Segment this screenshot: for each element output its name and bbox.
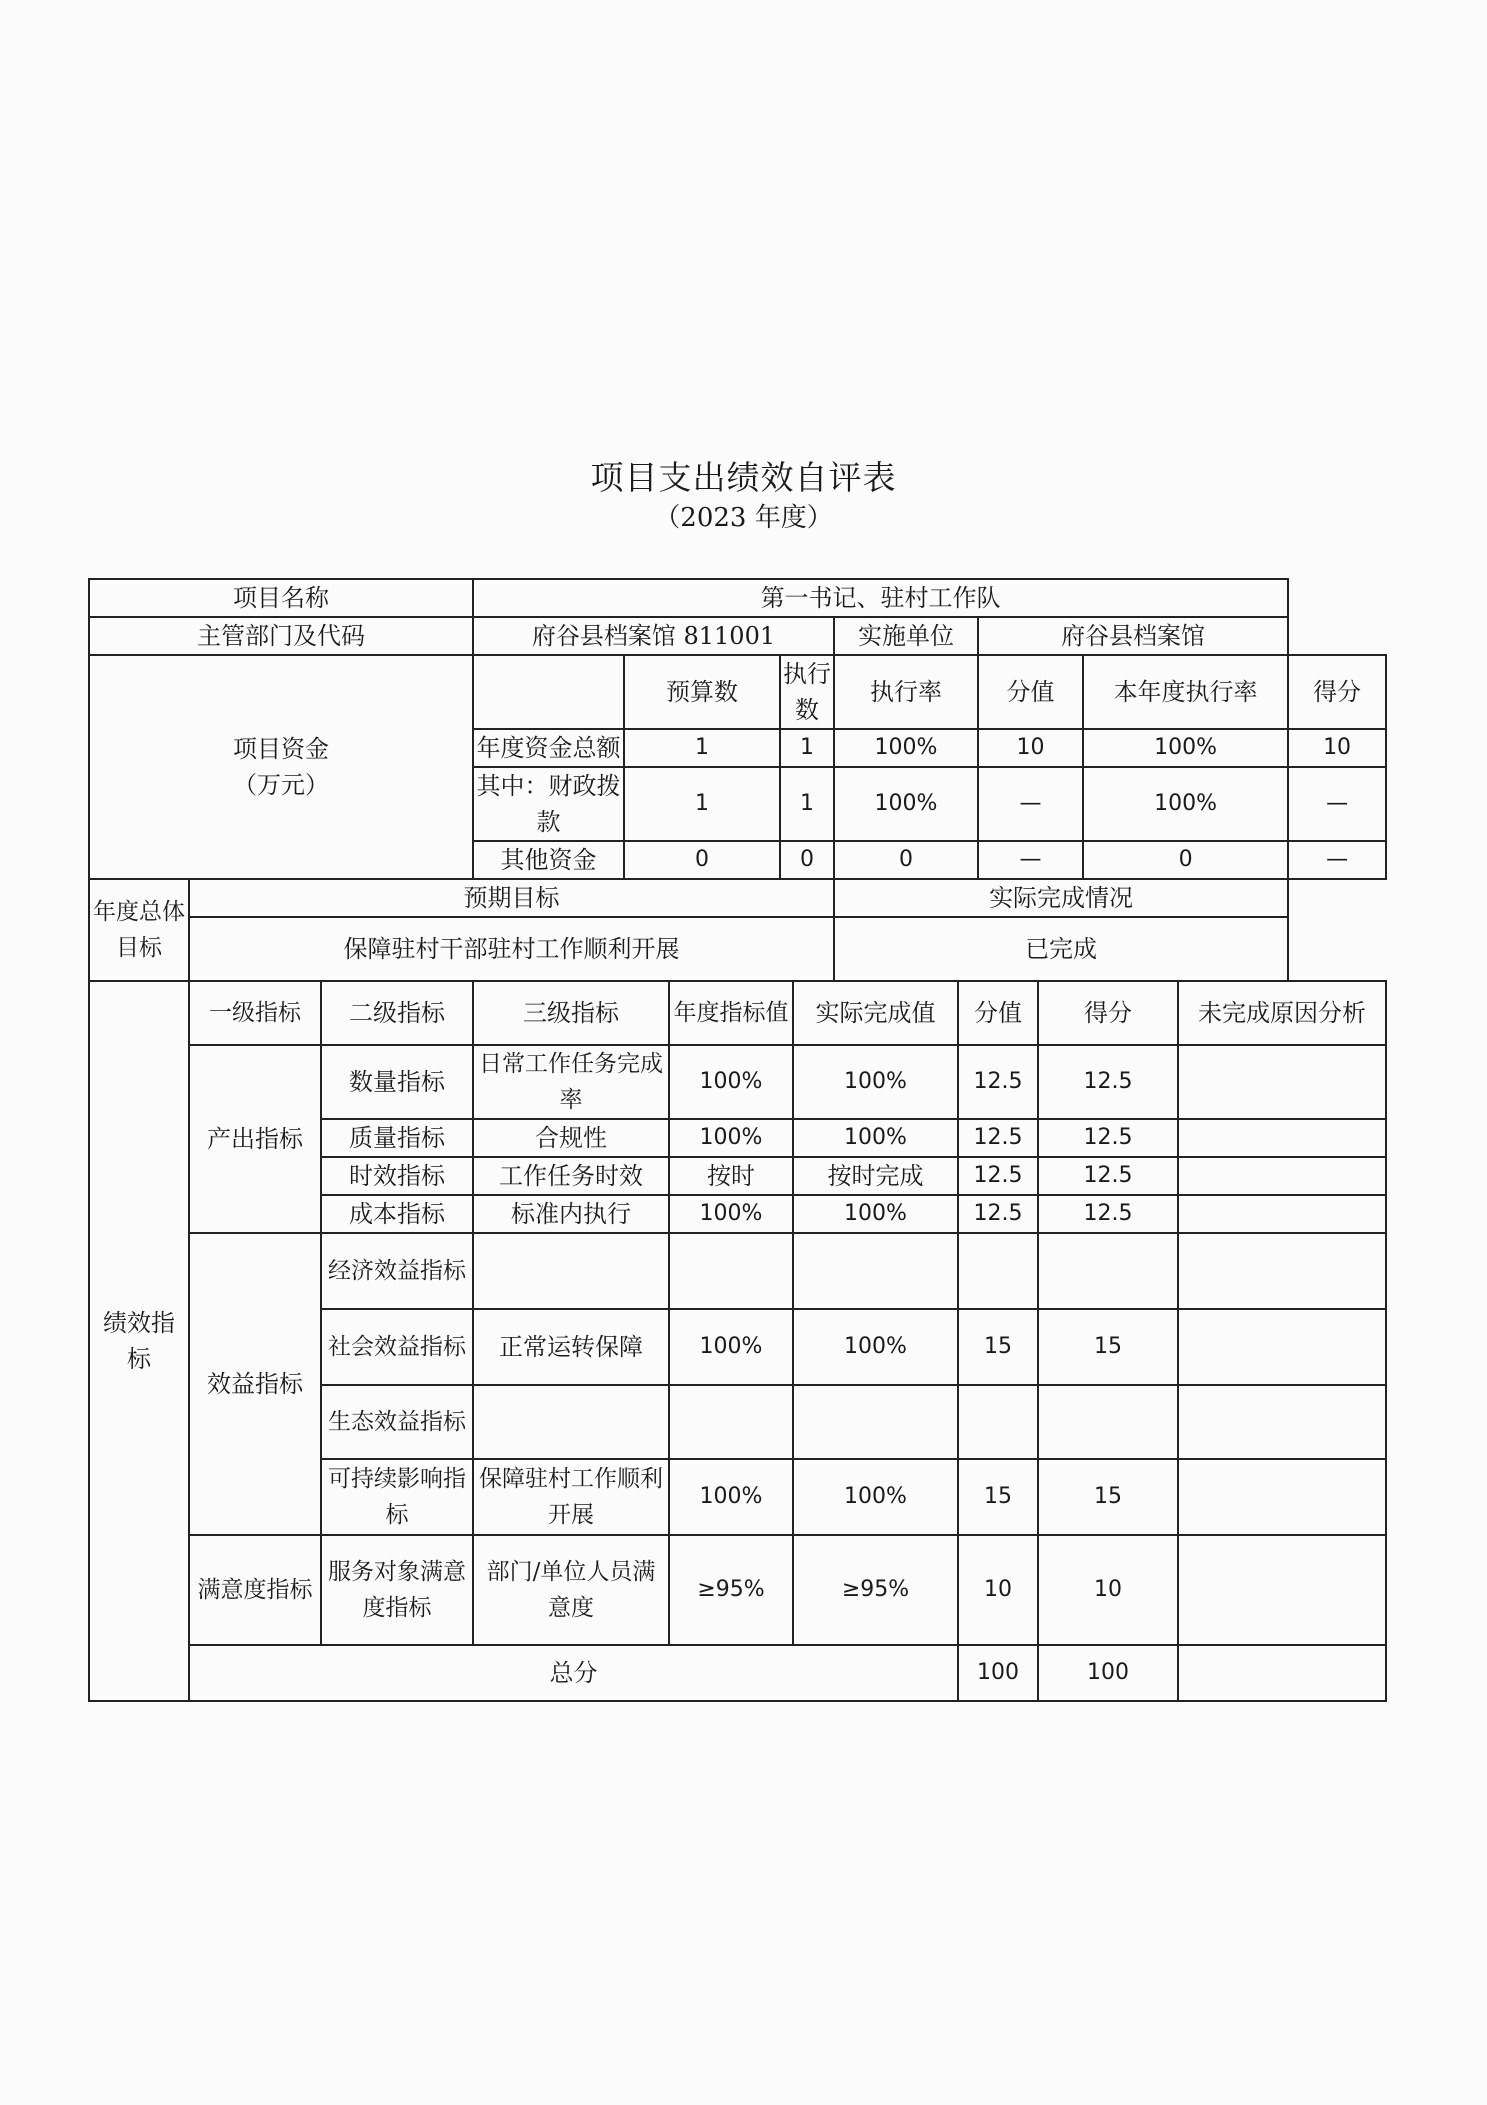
- indicator-level2: 质量指标: [321, 1119, 473, 1157]
- funds-row-score: 10: [1288, 729, 1386, 767]
- indicator-header-reason: 未完成原因分析: [1178, 981, 1386, 1045]
- indicator-score: [1038, 1233, 1178, 1309]
- indicator-reason: [1178, 1195, 1386, 1233]
- funds-header-budget: 预算数: [624, 655, 780, 729]
- funds-row-score: —: [1288, 767, 1386, 841]
- indicator-level3: [473, 1385, 669, 1459]
- indicator-score: 15: [1038, 1309, 1178, 1385]
- indicator-target: 按时: [669, 1157, 793, 1195]
- indicator-actual: ≥95%: [793, 1535, 958, 1645]
- funds-row-year-rate: 100%: [1083, 729, 1288, 767]
- indicator-level2: 生态效益指标: [321, 1385, 473, 1459]
- funds-header-score-value: 分值: [978, 655, 1083, 729]
- implementing-unit-label: 实施单位: [834, 617, 978, 655]
- indicator-value: 10: [958, 1535, 1038, 1645]
- funds-row-budget: 0: [624, 841, 780, 879]
- indicator-target: 100%: [669, 1459, 793, 1535]
- indicator-actual: 100%: [793, 1195, 958, 1233]
- department-value: 府谷县档案馆 811001: [473, 617, 834, 655]
- project-name-label: 项目名称: [89, 579, 473, 617]
- project-name-value: 第一书记、驻村工作队: [473, 579, 1288, 617]
- indicator-actual: 按时完成: [793, 1157, 958, 1195]
- funds-row-executed: 1: [780, 767, 834, 841]
- indicator-value: 12.5: [958, 1157, 1038, 1195]
- row-goal-header: [89, 879, 1386, 917]
- row-department: [89, 617, 1386, 655]
- indicator-reason: [1178, 1309, 1386, 1385]
- expected-goal-label: 预期目标: [189, 879, 834, 917]
- expected-goal-value: 保障驻村干部驻村工作顺利开展: [189, 917, 834, 981]
- indicator-value: [958, 1385, 1038, 1459]
- funds-header-year-rate: 本年度执行率: [1083, 655, 1288, 729]
- total-label: 总分: [189, 1645, 958, 1701]
- funds-header-empty: [473, 655, 624, 729]
- indicator-score: 12.5: [1038, 1119, 1178, 1157]
- indicator-level3: 正常运转保障: [473, 1309, 669, 1385]
- indicator-value: 12.5: [958, 1195, 1038, 1233]
- indicator-value: [958, 1233, 1038, 1309]
- indicator-reason: [1178, 1535, 1386, 1645]
- department-label: 主管部门及代码: [89, 617, 473, 655]
- funds-row-score-value: —: [978, 767, 1083, 841]
- funds-row-score: —: [1288, 841, 1386, 879]
- indicator-level2: 经济效益指标: [321, 1233, 473, 1309]
- indicator-actual: [793, 1385, 958, 1459]
- indicator-level3: 日常工作任务完成率: [473, 1045, 669, 1119]
- indicator-value: 12.5: [958, 1045, 1038, 1119]
- indicator-level3: 保障驻村工作顺利开展: [473, 1459, 669, 1535]
- indicator-score: [1038, 1385, 1178, 1459]
- row-indicators-header: [89, 981, 1386, 1045]
- row-total: [89, 1645, 1386, 1701]
- indicator-actual: 100%: [793, 1119, 958, 1157]
- indicator-actual: 100%: [793, 1045, 958, 1119]
- funds-unit-text: （万元）: [233, 771, 329, 799]
- performance-table: [88, 578, 1387, 1702]
- row-goal-content: [89, 917, 1386, 981]
- indicator-header-target: 年度指标值: [669, 981, 793, 1045]
- actual-completion-label: 实际完成情况: [834, 879, 1288, 917]
- indicator-header-score: 得分: [1038, 981, 1178, 1045]
- indicator-level2: 数量指标: [321, 1045, 473, 1119]
- indicator-level3: 标准内执行: [473, 1195, 669, 1233]
- funds-row-name: 其中：财政拨款: [473, 767, 624, 841]
- indicator-actual: 100%: [793, 1309, 958, 1385]
- implementing-unit-value: 府谷县档案馆: [978, 617, 1288, 655]
- funds-row-score-value: —: [978, 841, 1083, 879]
- indicator-row: [89, 1045, 1386, 1119]
- indicator-target: 100%: [669, 1309, 793, 1385]
- indicator-header-level3: 三级指标: [473, 981, 669, 1045]
- benefit-indicators-label: 效益指标: [189, 1233, 321, 1535]
- indicator-score: 15: [1038, 1459, 1178, 1535]
- funds-row-name: 年度资金总额: [473, 729, 624, 767]
- indicator-reason: [1178, 1045, 1386, 1119]
- row-project-name: [89, 579, 1386, 617]
- funds-row-name: 其他资金: [473, 841, 624, 879]
- funds-label: [89, 655, 473, 879]
- total-value: 100: [958, 1645, 1038, 1701]
- indicator-header-actual: 实际完成值: [793, 981, 958, 1045]
- satisfaction-indicators-label: 满意度指标: [189, 1535, 321, 1645]
- indicator-target: 100%: [669, 1119, 793, 1157]
- indicator-level3: 工作任务时效: [473, 1157, 669, 1195]
- funds-row-rate: 100%: [834, 729, 978, 767]
- funds-row-budget: 1: [624, 729, 780, 767]
- indicator-header-level2: 二级指标: [321, 981, 473, 1045]
- indicator-level2: 成本指标: [321, 1195, 473, 1233]
- page-subtitle: （2023 年度）: [654, 503, 833, 533]
- funds-row-budget: 1: [624, 767, 780, 841]
- indicator-header-value: 分值: [958, 981, 1038, 1045]
- funds-header-executed: 执行数: [780, 655, 834, 729]
- indicator-actual: 100%: [793, 1459, 958, 1535]
- indicator-score: 12.5: [1038, 1157, 1178, 1195]
- indicator-score: 12.5: [1038, 1195, 1178, 1233]
- funds-label-text: 项目资金: [233, 735, 329, 763]
- indicator-score: 10: [1038, 1535, 1178, 1645]
- total-reason: [1178, 1645, 1386, 1701]
- indicator-value: 15: [958, 1459, 1038, 1535]
- output-indicators-label: 产出指标: [189, 1045, 321, 1233]
- indicator-target: [669, 1385, 793, 1459]
- funds-row-rate: 0: [834, 841, 978, 879]
- indicator-actual: [793, 1233, 958, 1309]
- funds-header-score: 得分: [1288, 655, 1386, 729]
- indicator-reason: [1178, 1119, 1386, 1157]
- indicator-reason: [1178, 1233, 1386, 1309]
- indicator-level2: 时效指标: [321, 1157, 473, 1195]
- funds-row-year-rate: 0: [1083, 841, 1288, 879]
- funds-row-executed: 0: [780, 841, 834, 879]
- annual-goal-label: 年度总体目标: [89, 879, 189, 981]
- indicator-level3: [473, 1233, 669, 1309]
- indicator-target: ≥95%: [669, 1535, 793, 1645]
- indicator-reason: [1178, 1459, 1386, 1535]
- page-title: 项目支出绩效自评表: [590, 458, 897, 497]
- indicator-target: 100%: [669, 1045, 793, 1119]
- funds-row-year-rate: 100%: [1083, 767, 1288, 841]
- indicator-level2: 社会效益指标: [321, 1309, 473, 1385]
- indicator-level3: 部门/单位人员满意度: [473, 1535, 669, 1645]
- total-score: 100: [1038, 1645, 1178, 1701]
- funds-row-score-value: 10: [978, 729, 1083, 767]
- indicator-score: 12.5: [1038, 1045, 1178, 1119]
- funds-row-executed: 1: [780, 729, 834, 767]
- indicator-row: [89, 1535, 1386, 1645]
- funds-row-rate: 100%: [834, 767, 978, 841]
- indicator-reason: [1178, 1385, 1386, 1459]
- indicator-reason: [1178, 1157, 1386, 1195]
- indicator-value: 15: [958, 1309, 1038, 1385]
- performance-indicators-label: 绩效指标: [89, 981, 189, 1701]
- indicator-level3: 合规性: [473, 1119, 669, 1157]
- row-funds-header: [89, 655, 1386, 729]
- indicator-level2: 服务对象满意度指标: [321, 1535, 473, 1645]
- indicator-target: [669, 1233, 793, 1309]
- indicator-header-level1: 一级指标: [189, 981, 321, 1045]
- funds-header-rate: 执行率: [834, 655, 978, 729]
- indicator-value: 12.5: [958, 1119, 1038, 1157]
- indicator-target: 100%: [669, 1195, 793, 1233]
- indicator-row: [89, 1233, 1386, 1309]
- actual-completion-value: 已完成: [834, 917, 1288, 981]
- indicator-level2: 可持续影响指标: [321, 1459, 473, 1535]
